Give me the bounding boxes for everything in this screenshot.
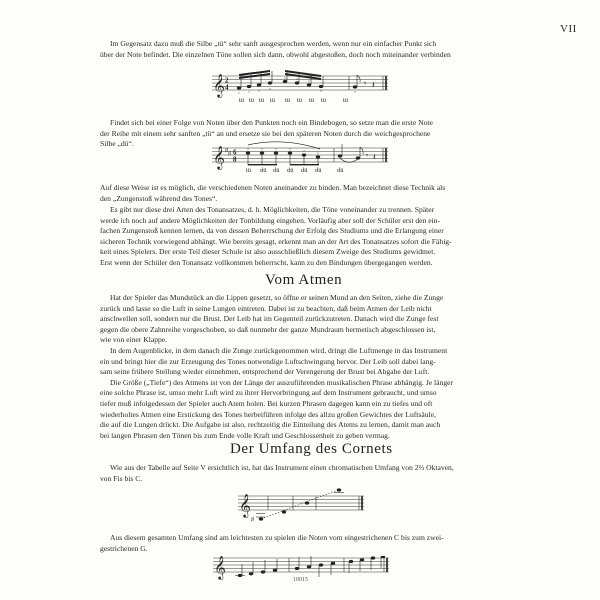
syllable: tü <box>246 167 252 174</box>
syllable: tü <box>249 97 255 104</box>
svg-text:2: 2 <box>225 76 229 85</box>
svg-text:𝄾: 𝄾 <box>364 79 367 88</box>
syllable: dü <box>287 167 294 174</box>
syllable: tü <box>270 97 276 104</box>
svg-text:6: 6 <box>233 148 237 157</box>
treble-clef-icon: 𝄞 <box>214 557 226 579</box>
syllable: dü <box>337 167 344 174</box>
paragraph-breathing-1 <box>100 293 498 441</box>
text-line: anschwellen soll, sondern nur die Brust. Der Leib hat im Gegenteil zurückzutreten. Danach wird die Zunge fest <box>100 314 439 324</box>
text-line: wiederholtes Atmen eine Erstickung des Tones herbeiführen infolge des allzu großen Gewichtes der Luftsäule, <box>100 409 436 419</box>
text-line: gestrichenen G. <box>100 543 148 553</box>
text-line: Findet sich bei einer Folge von Noten über den Punkten noch ein Bindebogen, so setze man die erste Note <box>110 118 433 127</box>
text-line: bei langen Phrasen den Tönen bis zum Ende volle Kraft und Geschlossenheit zu geben vermag. <box>100 430 390 440</box>
heading-range: Der Umfang des Cornets <box>230 441 393 457</box>
text-line: werde ich noch auf andere Möglichkeiten der Tonbildung eingehen. Vorläufig aber soll der Schüler erst den ein- <box>100 215 441 225</box>
plate-number: 10015 <box>293 577 308 583</box>
text-line: zurück und lasse so die Luft in seine Lungen eintreten. Dabei ist zu beachten, daß beim Atmen der Leib nicht <box>100 303 432 313</box>
text-line: gegen die obere Zahnreihe vorgeschoben, so daß nunmehr der ganze Mundraum hermetisch abgeschlossen ist, <box>100 324 436 334</box>
treble-clef-icon: 𝄞 <box>239 495 251 517</box>
heading-breathing: Vom Atmen <box>265 272 343 288</box>
text-line: Auf diese Weise ist es möglich, die verschiedenen Noten aneinander zu binden. Man bezeichnet diese Technik als <box>100 183 446 192</box>
svg-text:𝄾: 𝄾 <box>366 151 369 160</box>
svg-text:𝄽: 𝄽 <box>373 152 376 162</box>
svg-text:4: 4 <box>225 83 229 92</box>
text-line: sicheren Technik vorwiegend abhängt. Wie bereits gesagt, erkennt man an der Art des Tonansatzes sofort die Fähig- <box>100 236 452 246</box>
text-line: Es gibt nur diese drei Arten des Tonansatzes, d. h. Möglichkeiten, die Töne voneinander zu trennen. Später <box>110 205 435 214</box>
syllable: tü <box>297 97 303 104</box>
syllable: tü <box>285 97 291 104</box>
text-line: Die Größe („Tiefe“) des Atmens ist von der Länge der auszuführenden musikalischen Phrase abhängig. Je länger <box>110 377 454 387</box>
syllable: dü <box>301 167 308 174</box>
syllable: tü <box>259 97 265 104</box>
syllable: dü <box>315 167 322 174</box>
treble-clef-icon: 𝄞 <box>213 75 225 97</box>
music-example-legato-tongue <box>212 138 388 172</box>
syllable: dü <box>273 167 280 174</box>
text-line: der Reihe mit einem sehr sanften „tü“ an und ersetze sie bei den späteren Noten durch die weichgesprochene <box>100 128 431 138</box>
text-line: Erst wenn der Schüler den Tonansatz vollkommen beherrscht, kann zu den Bindungen übergegangen werden. <box>100 257 433 267</box>
text-line: ein und bringt hier die zur Erzeugung des Tones notwendige Luftschwingung hervor. Der Leib soll dabei lang- <box>100 356 436 366</box>
text-line: Hat der Spieler das Mundstück an die Lippen gesetzt, so öffne er seinen Mund an den Seiten, ziehe die Zunge <box>110 293 444 302</box>
paragraph-tongue-soft <box>100 39 498 60</box>
syllable: tü <box>309 97 315 104</box>
paragraph-range <box>100 463 498 484</box>
svg-text:♯: ♯ <box>251 517 254 523</box>
svg-text:𝄽: 𝄽 <box>372 80 375 90</box>
svg-text:♯: ♯ <box>225 148 228 154</box>
syllable: tü <box>239 97 245 104</box>
text-line: wie von einer Klappe. <box>100 335 168 345</box>
text-line: den „Zungenstoß während des Tones“. <box>100 193 218 203</box>
text-line: sam seine frühere Stellung wieder einnehmen, entsprechend der Verengerung der Brust bei Abgabe der Luft. <box>100 367 430 377</box>
text-line: keit eines Spielers. Der erste Teil dieser Schule ist also ausschließlich diesem Zweige des Studiums gewidmet. <box>100 247 436 257</box>
text-line: von Fis bis C. <box>100 473 143 483</box>
text-line: Aus diesem gesamten Umfang sind am leichtesten zu spielen die Noten vom eingestrichenen C bis zum zwei- <box>110 533 444 542</box>
text-line: über der Note befindet. Die einzelnen Töne sollen sich dann, obwohl abgestoßen, doch noch miteinander verbinden <box>100 49 451 59</box>
syllable: tü <box>343 97 349 104</box>
text-line: tiefer muß infolgedessen der Spieler auch Atem holen. Bei kurzen Phrasen dagegen kann ein zu tiefes und oft <box>100 398 433 408</box>
text-line: Wie aus der Tabelle auf Seite V ersichtlich ist, hat das Instrument einen chromatischen Umfang von 2⅔ Oktaven, <box>110 463 454 472</box>
text-line: Silbe „dü“. <box>100 139 134 149</box>
text-line: eine solche Phrase ist, umso mehr Luft wird zu ihrer Hervorbringung auf dem Instrument gebraucht, und umso <box>100 388 437 398</box>
paragraph-tongue-during-tone <box>100 183 498 204</box>
svg-text:8: 8 <box>233 155 237 164</box>
treble-clef-icon: 𝄞 <box>213 147 225 169</box>
text-line: In dem Augenblicke, in dem danach die Zunge zurückgenommen wird, dringt die Luftmenge in das Instrument <box>110 345 448 355</box>
paragraph-tonansatz <box>100 205 498 269</box>
svg-text:♯: ♯ <box>228 151 231 157</box>
text-line: fachen Zungenstoß kennen lernen, da von dessen Beherrschung der Erfolg des Studiums und die Erlangung einer <box>100 226 444 236</box>
text-line: Im Gegensatz dazu muß die Silbe „tü“ sehr sanft ausgesprochen werden, wenn nur ein einfacher Punkt sich <box>110 39 437 48</box>
paragraph-easiest-range <box>100 533 498 554</box>
text-line: die auf die Lungen drückt. Die Aufgabe ist also, rechtzeitig die Einteilung des Atems zu lernen, damit man auch <box>100 420 441 430</box>
music-example-range <box>238 484 364 524</box>
syllable: tü <box>321 97 327 104</box>
page-number: VII <box>560 23 577 35</box>
syllable: dü <box>260 167 267 174</box>
